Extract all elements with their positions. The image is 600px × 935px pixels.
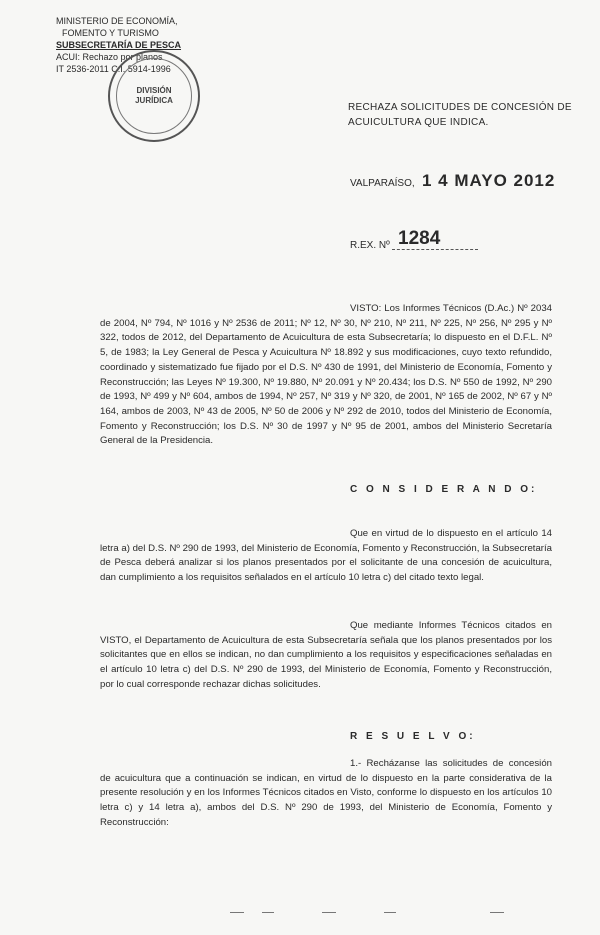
considerando-paragraph-1: Que en virtud de lo dispuesto en el artículo 14 letra a) del D.S. Nº 290 de 1993, del Ministerio de Economía, Fomento y Reconstrucción, la Subsecretaría de Pesca deberá analizar si los planos presentados por el solicitante de una concesión de acuicultura, dan cumplimiento a los requisitos señalados en el artículo 10 letra c) del citado texto legal. — [100, 528, 552, 584]
division-juridica-stamp — [108, 50, 200, 142]
dateline-city: VALPARAÍSO, — [350, 178, 415, 189]
visto-paragraph: VISTO: Los Informes Técnicos (D.Ac.) Nº 2034 de 2004, Nº 794, Nº 1016 y Nº 2536 de 2011; Nº 12, Nº 30, Nº 210, Nº 211, Nº 225, Nº 256, Nº 295 y Nº 322, todos de 2012, del Departamento de Acuicultura de esta Subsecretaría; lo dispuesto en el D.F.L. Nº 5, de 1983; la Ley General de Pesca y Acuicultura Nº 18.892 y sus modificaciones, cuyo texto refundido, coordinado y sistematizado fue fijado por el D.S. Nº 430 de 1991, del Ministerio de Economía, Fomento y Reconstrucción; las Leyes Nº 19.300, Nº 19.880, Nº 20.091 y Nº 20.434; los D.S. Nº 550 de 1992, Nº 290 de 1993, Nº 499 y Nº 604, ambos de 1994, Nº 257, Nº 319 y Nº 320, de 2001, Nº 165 de 2002, Nº 67 y Nº 164, ambos de 2003, Nº 43 de 2005, Nº 50 de 2006 y Nº 292 de 2010, todos del Ministerio de Economía, Fomento y Reconstrucción; los D.S. Nº 30 de 1997 y Nº 95 de 2001, ambos del Ministerio Secretaría General de la Presidencia. — [100, 303, 552, 447]
considerando-heading: C O N S I D E R A N D O: — [350, 484, 538, 495]
resolution-number: 1284 — [398, 228, 441, 249]
resolution-number-underline — [392, 249, 478, 250]
resuelvo-heading: R E S U E L V O: — [350, 731, 476, 742]
resolution-prefix: R.EX. Nº — [350, 240, 390, 251]
bottom-scan-mark-1 — [230, 912, 244, 913]
bottom-scan-mark-5 — [490, 912, 504, 913]
reference-line1: ACUI: Rechazo por planos — [56, 52, 163, 62]
considerando-paragraph-2: Que mediante Informes Técnicos citados en VISTO, el Departamento de Acuicultura de esta Subsecretaría señala que los planos presentados por los solicitantes que en ellos se indican, no dan cumplimiento a los requisitos y especificaciones señaladas en el artículo 10 letra c) del D.S. Nº 290 de 1993, del Ministerio de Economía, Fomento y Reconstrucción, por lo cual corresponde rechazar dichas solicitudes. — [100, 620, 552, 690]
bottom-scan-mark-3 — [322, 912, 336, 913]
stamp-text-line1: DIVISIÓN — [136, 86, 172, 95]
dateline-date: 1 4 MAYO 2012 — [422, 171, 556, 190]
subsecretaria-name: SUBSECRETARÍA DE PESCA — [56, 40, 182, 50]
resuelvo-paragraph-1: 1.- Recházanse las solicitudes de concesión de acuicultura que a continuación se indican, en virtud de lo dispuesto en la parte considerativa de la presente resolución y en los Informes Técnicos citados en Visto, conforme lo dispuesto en los artículos 10 letra c) y 14 letra a), ambos del D.S. Nº 290 de 1993, del Ministerio de Economía, Fomento y Reconstrucción: — [100, 758, 552, 828]
stamp-text-line2: JURÍDICA — [135, 96, 173, 105]
ministry-name-line1: MINISTERIO DE ECONOMÍA, — [56, 16, 178, 26]
ministry-name-line2: FOMENTO Y TURISMO — [62, 28, 159, 38]
bottom-scan-mark-4 — [384, 912, 396, 913]
reference-line2: IT 2536-2011 C.I. 5914-1996 — [56, 64, 171, 74]
resolution-title — [348, 100, 578, 130]
title-line1: RECHAZA SOLICITUDES DE CONCESIÓN DE — [348, 102, 572, 113]
title-line2: ACUICULTURA QUE INDICA. — [348, 117, 489, 128]
bottom-scan-mark-2 — [262, 912, 274, 913]
